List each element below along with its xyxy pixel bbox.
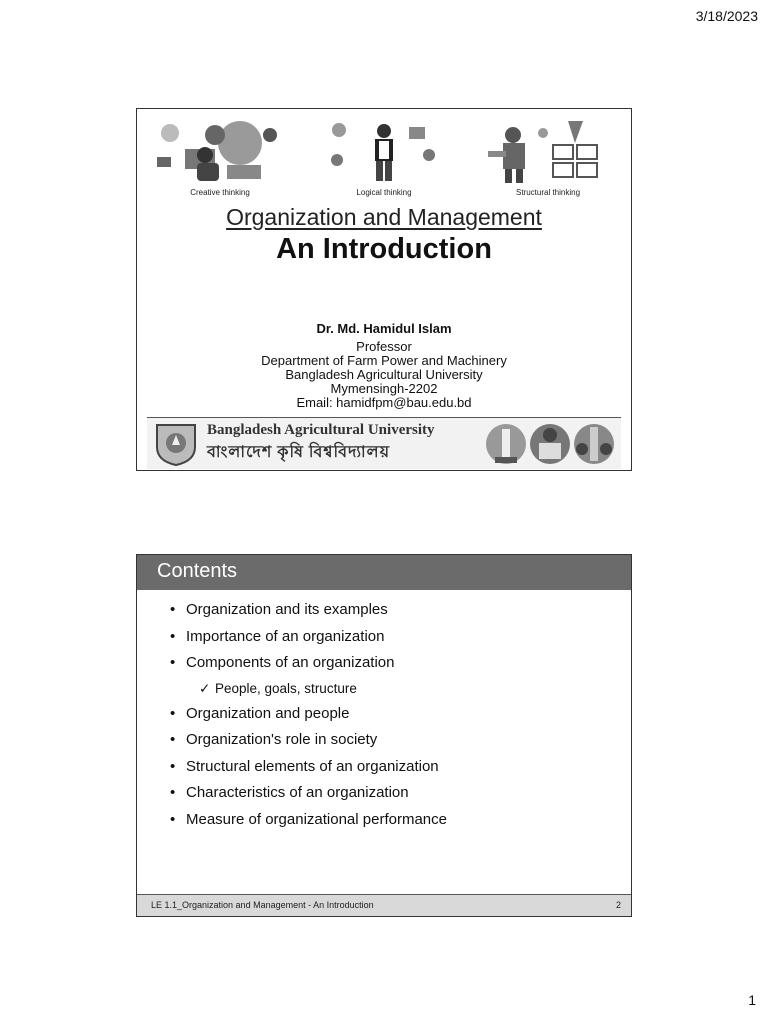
- author-position: Professor: [356, 339, 412, 354]
- bullet-icon: •: [170, 757, 176, 775]
- list-item: [137, 807, 631, 834]
- university-name-english: Bangladesh Agricultural University: [207, 421, 435, 438]
- bullet-icon: •: [170, 784, 176, 801]
- list-item: [137, 780, 631, 807]
- slide-number: 2: [615, 900, 621, 910]
- list-item: [137, 701, 631, 728]
- illustration-caption: Structural thinking: [515, 188, 581, 197]
- list-item-text: Measure of organizational performance: [186, 810, 447, 828]
- list-item-text: Organization and people: [186, 704, 350, 722]
- illustration-row: [145, 115, 623, 197]
- list-subitem-text: People, goals, structure: [215, 680, 357, 696]
- author-block: [137, 322, 631, 410]
- campus-photo-building: [529, 421, 571, 467]
- list-item: [137, 650, 631, 677]
- slide-title-text: Organization and Management: [226, 204, 542, 230]
- list-item: [137, 624, 631, 651]
- author-name: Dr. Md. Hamidul Islam: [316, 321, 452, 336]
- slide-footer: [137, 894, 631, 916]
- illustration-caption: Logical thinking: [356, 188, 412, 197]
- list-item-text: Importance of an organization: [186, 627, 385, 645]
- creative-thinking-illustration: [145, 115, 295, 197]
- contents-slide: [136, 554, 632, 917]
- list-item: [137, 754, 631, 781]
- contents-list: [137, 597, 631, 833]
- banner-text: [207, 422, 435, 466]
- campus-photos: [483, 421, 615, 467]
- illustration-caption: Creative thinking: [190, 188, 250, 197]
- author-location: Mymensingh-2202: [330, 381, 438, 396]
- university-seal-icon: [151, 421, 201, 467]
- bullet-icon: •: [170, 654, 176, 671]
- bullet-icon: •: [170, 627, 176, 645]
- university-banner: [147, 417, 621, 469]
- campus-photo-tower: [573, 421, 615, 467]
- bullet-icon: •: [170, 704, 176, 722]
- bullet-icon: •: [170, 601, 176, 618]
- bullet-icon: •: [170, 810, 176, 828]
- author-department: Department of Farm Power and Machinery: [261, 353, 507, 368]
- contents-header: Contents: [137, 555, 631, 590]
- checkmark-icon: ✓: [199, 680, 211, 696]
- list-item-text: Characteristics of an organization: [186, 784, 409, 801]
- list-item: [137, 597, 631, 624]
- list-subitem: [137, 677, 631, 701]
- logical-thinking-illustration: [309, 115, 459, 197]
- structural-thinking-illustration: [473, 115, 623, 197]
- author-university: Bangladesh Agricultural University: [285, 367, 483, 382]
- campus-photo-statue: [485, 421, 527, 467]
- page-date: 3/18/2023: [695, 8, 758, 24]
- list-item-text: Components of an organization: [186, 654, 395, 671]
- slide-subtitle: An Introduction: [276, 233, 492, 265]
- slide-title: [137, 204, 631, 231]
- university-name-bengali: বাংলাদেশ কৃষি বিশ্ববিদ্যালয়: [207, 443, 391, 461]
- list-item: [137, 727, 631, 754]
- title-slide: [136, 108, 632, 471]
- page-number: 1: [748, 992, 756, 1008]
- list-item-text: Structural elements of an organization: [186, 757, 439, 775]
- list-item-text: Organization and its examples: [186, 601, 388, 618]
- bullet-icon: •: [170, 731, 176, 748]
- footer-text: LE 1.1_Organization and Management - An Introduction: [151, 900, 374, 910]
- author-email: Email: hamidfpm@bau.edu.bd: [296, 395, 472, 410]
- list-item-text: Organization's role in society: [186, 731, 378, 748]
